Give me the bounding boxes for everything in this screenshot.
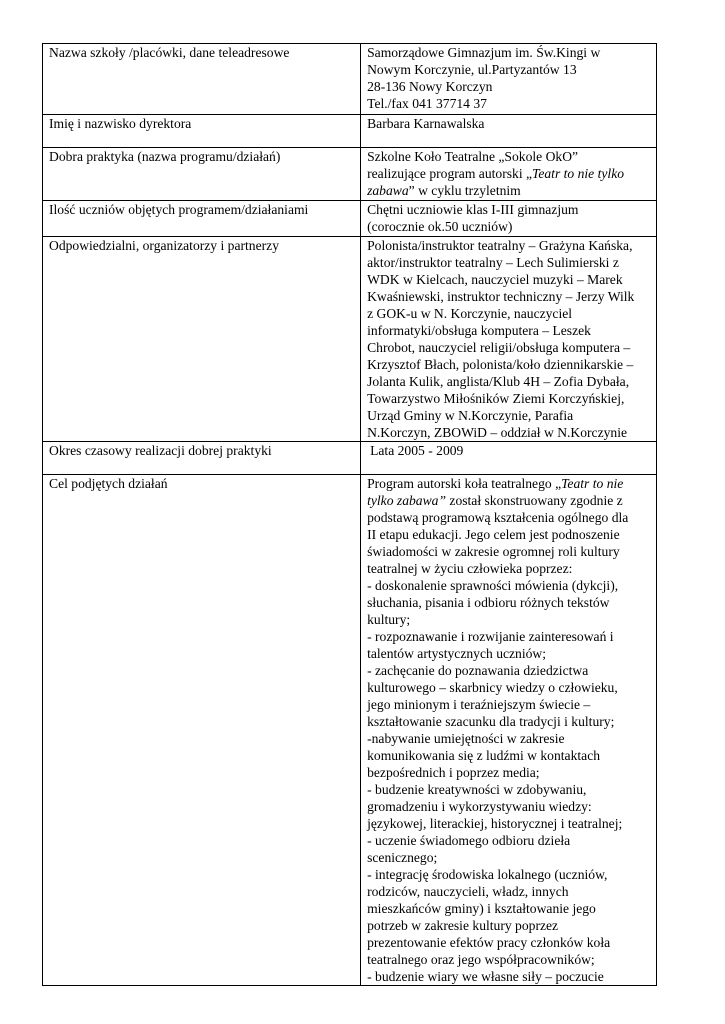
value-line: 28-136 Nowy Korczyn — [367, 79, 493, 94]
value-line: komunikowania się z ludźmi w kontaktach — [367, 748, 601, 763]
table-row-students — [43, 201, 657, 237]
value-partners — [361, 237, 657, 442]
value-line: prezentowanie efektów pracy członków koła — [367, 935, 611, 950]
value-line: Jolanta Kulik, anglista/Klub 4H – Zofia Dybała, — [367, 374, 630, 389]
value-goals — [361, 475, 657, 986]
value-line: Szkolne Koło Teatralne „Sokole OkO” — [367, 149, 579, 164]
value-line: talentów artystycznych uczniów; — [367, 646, 547, 661]
value-line: II etapu edukacji. Jego celem jest podnoszenie — [367, 527, 620, 542]
value-line: językowej, literackiej, historycznej i teatralnej; — [367, 816, 623, 831]
value-line: bezpośrednich i poprzez media; — [367, 765, 540, 780]
value-line: - doskonalenie sprawności mówienia (dykcji), — [367, 578, 619, 593]
value-line: świadomości w zakresie ogromnej roli kultury — [367, 544, 620, 559]
value-line: informatyki/obsługa komputera – Leszek — [367, 323, 591, 338]
value-period — [361, 442, 657, 475]
label-director: Imię i nazwisko dyrektora — [43, 115, 361, 148]
table-row-partners — [43, 237, 657, 442]
value-school-contact — [361, 44, 657, 115]
value-director — [361, 115, 657, 148]
table-row-period — [43, 442, 657, 475]
school-info-table — [42, 43, 657, 986]
value-line: -nabywanie umiejętności w zakresie — [367, 731, 565, 746]
label-period: Okres czasowy realizacji dobrej praktyki — [43, 442, 361, 475]
value-line: - uczenie świadomego odbioru dzieła — [367, 833, 571, 848]
value-line: - zachęcanie do poznawania dziedzictwa — [367, 663, 589, 678]
value-line-part: ” w cyklu trzyletnim — [408, 183, 521, 198]
program-title-italic: tylko zabawa” — [367, 493, 447, 508]
value-line: N.Korczyn, ZBOWiD – oddział w N.Korczynie — [367, 425, 628, 440]
value-line: - budzenie wiary we własne siły – poczucie — [367, 969, 604, 984]
table-row-school — [43, 44, 657, 115]
table-row-good-practice — [43, 148, 657, 201]
value-line — [367, 475, 650, 492]
table-row-goals — [43, 475, 657, 986]
program-title-italic: zabawa — [367, 183, 409, 198]
label-school-name: Nazwa szkoły /placówki, dane teleadresowe — [43, 44, 361, 115]
label-good-practice: Dobra praktyka (nazwa programu/działań) — [43, 148, 361, 201]
value-line: Lata 2005 - 2009 — [370, 443, 464, 458]
value-line: kształtowanie szacunku dla tradycji i kultury; — [367, 714, 615, 729]
value-line — [367, 165, 650, 182]
value-line: podstawą programową kształcenia ogólnego dla — [367, 510, 629, 525]
value-line: Samorządowe Gimnazjum im. Św.Kingi w — [367, 45, 601, 60]
value-line — [367, 492, 650, 509]
value-line: Urząd Gminy w N.Korczynie, Parafia — [367, 408, 574, 423]
value-line: - budzenie kreatywności w zdobywaniu, — [367, 782, 587, 797]
value-line: Chętni uczniowie klas I-III gimnazjum — [367, 202, 579, 217]
value-line: Chrobot, nauczyciel religii/obsługa komputera – — [367, 340, 631, 355]
value-line — [367, 182, 650, 199]
value-line: Barbara Karnawalska — [367, 116, 485, 131]
program-title-italic: Teatr to nie tylko — [532, 166, 625, 181]
value-line: scenicznego; — [367, 850, 438, 865]
value-line: z GOK-u w N. Korczynie, nauczyciel — [367, 306, 573, 321]
value-line: (corocznie ok.50 uczniów) — [367, 219, 513, 234]
value-line-part: został skonstruowany zgodnie z — [446, 493, 623, 508]
label-goals: Cel podjętych działań — [43, 475, 361, 986]
value-line: mieszkańców gminy) i kształtowanie jego — [367, 901, 596, 916]
value-line: słuchania, pisania i odbioru różnych tekstów — [367, 595, 610, 610]
table-row-director — [43, 115, 657, 148]
value-line: aktor/instruktor teatralny – Lech Sulimierski z — [367, 255, 619, 270]
value-line: teatralnej w życiu człowieka poprzez: — [367, 561, 573, 576]
value-line-part: realizujące program autorski „ — [367, 166, 533, 181]
label-students: Ilość uczniów objętych programem/działaniami — [43, 201, 361, 237]
value-line: - integrację środowiska lokalnego (uczniów, — [367, 867, 608, 882]
value-line-part: Program autorski koła teatralnego „ — [367, 476, 562, 491]
value-good-practice — [361, 148, 657, 201]
value-line: kulturowego – skarbnicy wiedzy o człowieku, — [367, 680, 618, 695]
value-line: Tel./fax 041 37714 37 — [367, 96, 487, 111]
label-partners: Odpowiedzialni, organizatorzy i partnerzy — [43, 237, 361, 442]
value-line: potrzeb w zakresie kultury poprzez — [367, 918, 559, 933]
value-line: jego minionym i teraźniejszym świecie – — [367, 697, 591, 712]
value-line: Towarzystwo Miłośników Ziemi Korczyńskiej, — [367, 391, 625, 406]
value-line: Kwaśniewski, instruktor techniczny – Jerzy Wilk — [367, 289, 635, 304]
value-line: Krzysztof Błach, polonista/koło dziennikarskie – — [367, 357, 634, 372]
value-line: gromadzeniu i wykorzystywaniu wiedzy: — [367, 799, 592, 814]
value-students — [361, 201, 657, 237]
value-line: - rozpoznawanie i rozwijanie zainteresowań i — [367, 629, 614, 644]
value-line: Polonista/instruktor teatralny – Grażyna Kańska, — [367, 238, 633, 253]
value-line: rodziców, nauczycieli, władz, innych — [367, 884, 569, 899]
value-line: Nowym Korczynie, ul.Partyzantów 13 — [367, 62, 577, 77]
value-line: kultury; — [367, 612, 411, 627]
value-line: WDK w Kielcach, nauczyciel muzyki – Marek — [367, 272, 623, 287]
value-line: teatralnego oraz jego współpracowników; — [367, 952, 595, 967]
program-title-italic: Teatr to nie — [561, 476, 624, 491]
